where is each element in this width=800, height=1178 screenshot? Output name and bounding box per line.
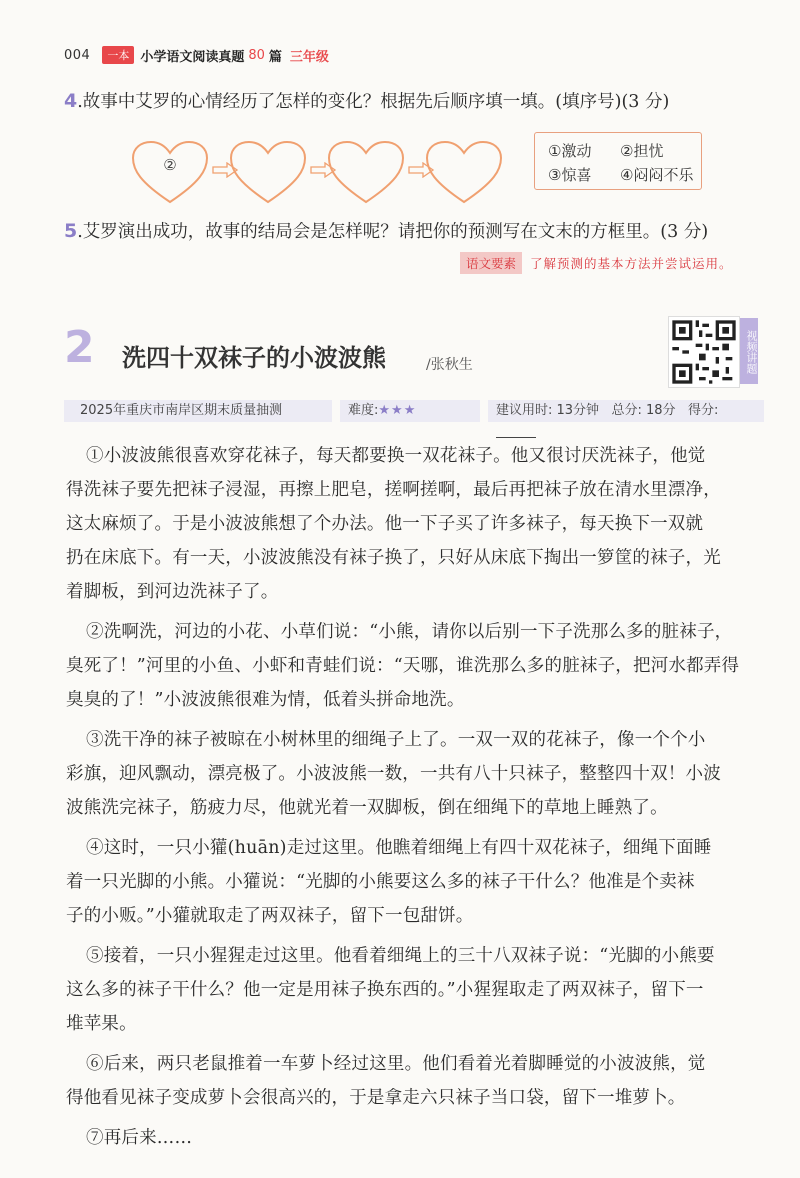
mood-sequence xyxy=(120,140,520,210)
passage-line: 着脚板，到河边洗袜子了。 xyxy=(66,582,279,602)
option-3: ③惊喜 xyxy=(548,166,592,184)
passage-line: 这太麻烦了。于是小波波熊想了个办法。他一下子买了许多袜子，每天换下一双就 xyxy=(66,514,704,534)
passage-line: 扔在床底下。有一天，小波波熊没有袜子换了，只好从床底下掏出一箩筐的袜子，光 xyxy=(66,548,721,568)
question-text: .艾罗演出成功，故事的结局会是怎样呢？请把你的预测写在文末的方框里。(3 分) xyxy=(77,222,709,242)
exam-source: 2025年重庆市南岸区期末质量抽测 xyxy=(64,400,332,422)
passage-line: 得洗袜子要先把袜子浸湿，再擦上肥皂，搓啊搓啊，最后再把袜子放在清水里漂净， xyxy=(66,480,721,500)
skill-tag-label: 语文要素 xyxy=(460,252,522,274)
passage-line: ①小波波熊很喜欢穿花袜子，每天都要换一双花袜子。他又很讨厌洗袜子，他觉 xyxy=(86,446,706,466)
qr-video-tab[interactable]: 视频讲题 xyxy=(740,318,758,384)
passage-line: ③洗干净的袜子被晾在小树林里的细绳子上了。一双一双的花袜子，像一个个小 xyxy=(86,730,706,750)
time-score-info xyxy=(488,400,764,422)
passage-line: ⑤接着，一只小猩猩走过这里。他看着细绳上的三十八双袜子说：“光脚的小熊要 xyxy=(86,946,715,966)
article-title: 洗四十双袜子的小波波熊 xyxy=(122,343,386,372)
question-number: 4 xyxy=(64,90,78,112)
passage-line: 得他看见袜子变成萝卜会很高兴的，于是拿走六只袜子当口袋，留下一堆萝卜。 xyxy=(66,1088,686,1108)
passage-line: 堆苹果。 xyxy=(66,1014,137,1034)
heart-icon xyxy=(228,140,308,206)
series-unit: 篇 xyxy=(268,49,282,65)
qr-code-icon xyxy=(669,317,739,387)
question-number: 5 xyxy=(64,220,78,242)
article-number: 2 xyxy=(64,322,95,373)
article-author: /张秋生 xyxy=(426,357,473,373)
heart-box-3[interactable] xyxy=(326,140,406,206)
passage-line: 这么多的袜子干什么？他一定是用袜子换东西的。”小猩猩取走了两双袜子，留下一 xyxy=(66,980,704,1000)
passage-line: 臭死了！”河里的小鱼、小虾和青蛙们说：“天哪，谁洗那么多的脏袜子，把河水都弄得 xyxy=(66,656,740,676)
page-number: 004 xyxy=(64,47,91,63)
meta-bar xyxy=(64,400,764,422)
question-4 xyxy=(64,88,669,113)
passage-line: ⑥后来，两只老鼠推着一车萝卜经过这里。他们看着光着脚睡觉的小波波熊，觉 xyxy=(86,1054,706,1074)
heart-box-4[interactable] xyxy=(424,140,504,206)
difficulty-stars: ★★★ xyxy=(378,403,417,418)
skill-tag-text: 了解预测的基本方法并尝试运用。 xyxy=(530,256,733,271)
passage-line: ⑦再后来…… xyxy=(86,1128,193,1148)
difficulty xyxy=(340,400,480,422)
question-5 xyxy=(64,218,708,243)
passage-line: ④这时，一只小獾(huān)走过这里。他瞧着细绳上有四十双花袜子，细绳下面睡 xyxy=(86,838,712,858)
series-title: 小学语文阅读真题 xyxy=(140,49,245,65)
total-score: 总分: 18分 xyxy=(611,403,676,418)
option-2: ②担忧 xyxy=(620,142,664,160)
skill-tag xyxy=(460,252,733,274)
options-box xyxy=(530,128,706,194)
page-header xyxy=(64,44,329,66)
passage-line: ②洗啊洗，河边的小花、小草们说：“小熊，请你以后别一下子洗那么多的脏袜子， xyxy=(86,622,733,642)
score-blank[interactable] xyxy=(496,423,536,438)
difficulty-label: 难度: xyxy=(348,403,379,418)
heart-answer: ② xyxy=(163,156,177,174)
question-text: .故事中艾罗的心情经历了怎样的变化？根据先后顺序填一填。(填序号)(3 分) xyxy=(77,92,670,112)
heart-icon xyxy=(424,140,504,206)
suggested-time: 建议用时: 13分钟 xyxy=(496,403,600,418)
heart-icon xyxy=(326,140,406,206)
qr-code[interactable] xyxy=(668,316,740,388)
option-4: ④闷闷不乐 xyxy=(620,166,694,184)
brand-badge: 一本 xyxy=(102,46,134,64)
option-1: ①激动 xyxy=(548,142,592,160)
heart-box-2[interactable] xyxy=(228,140,308,206)
passage-line: 臭臭的了！”小波波熊很难为情，低着头拼命地洗。 xyxy=(66,690,465,710)
heart-box-1[interactable] xyxy=(130,140,210,206)
passage-line: 子的小贩。”小獾就取走了两双袜子，留下一包甜饼。 xyxy=(66,906,474,926)
passage-line: 着一只光脚的小熊。小獾说：“光脚的小熊要这么多的袜子干什么？他准是个卖袜 xyxy=(66,872,695,892)
score-label: 得分: xyxy=(687,403,719,418)
grade-label: 三年级 xyxy=(289,49,329,65)
series-count: 80 xyxy=(248,47,265,63)
passage-line: 彩旗，迎风飘动，漂亮极了。小波波熊一数，一共有八十只袜子，整整四十双！小波 xyxy=(66,764,721,784)
passage-line: 波熊洗完袜子，筋疲力尽，他就光着一双脚板，倒在细绳下的草地上睡熟了。 xyxy=(66,798,668,818)
